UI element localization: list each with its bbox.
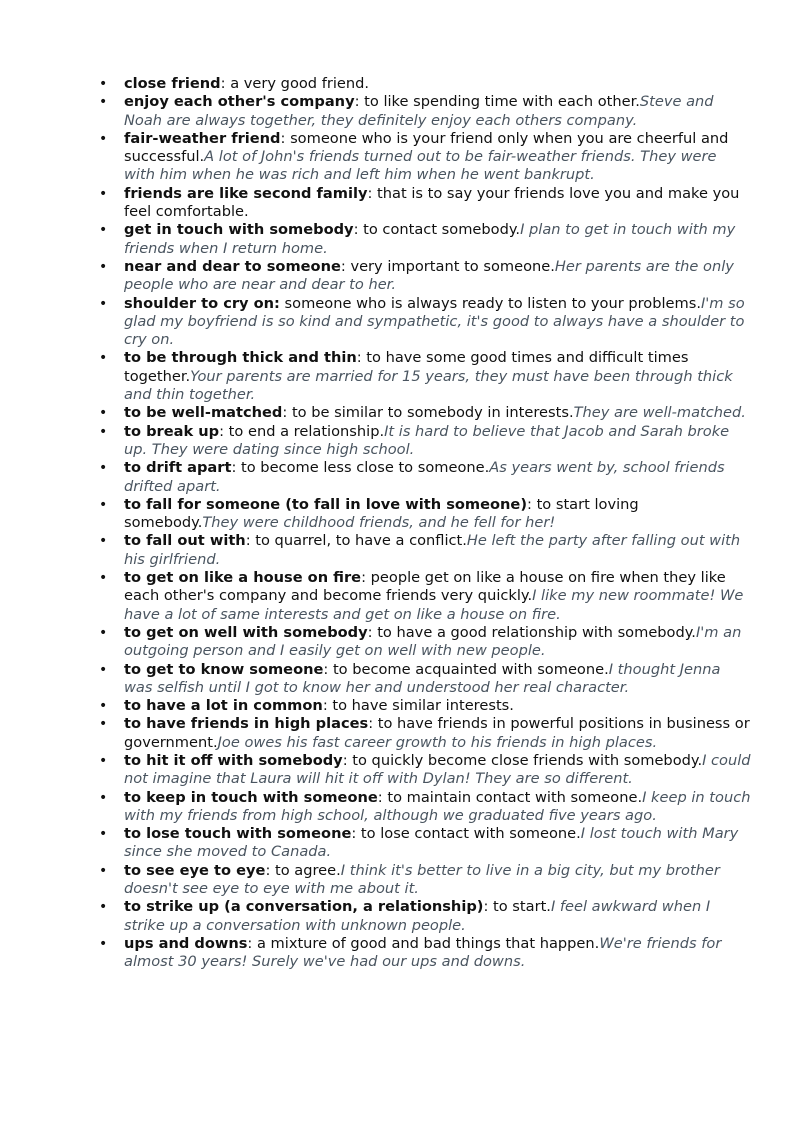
idiom-example: I could not imagine that Laura will hit it off with Dylan! They are so different. — [124, 751, 751, 788]
bullet: • — [99, 698, 108, 715]
idiom-term: to lose touch with someone — [124, 825, 352, 843]
idiom-term: to fall for someone (to fall in love with someone) — [124, 495, 527, 513]
list-item — [99, 495, 752, 533]
idiom-definition: very important to someone. — [350, 257, 555, 275]
idiom-example: It is hard to believe that Jacob and Sarah broke up. They were dating since high school. — [124, 422, 730, 458]
idiom-example: I think it's better to live in a big city, but my brother doesn't see eye to eye with me about it. — [124, 861, 720, 898]
bullet: • — [99, 624, 108, 641]
bullet: • — [99, 405, 108, 422]
bullet: • — [99, 496, 108, 513]
bullet: • — [99, 570, 108, 587]
bullet: • — [99, 350, 108, 367]
idiom-definition: to quarrel, to have a conflict. — [255, 532, 467, 550]
separator: : — [323, 660, 333, 678]
idiom-term: ups and downs — [124, 934, 248, 952]
idiom-definition: to be similar to somebody in interests. — [291, 404, 574, 422]
bullet: • — [99, 423, 108, 440]
idiom-example: Steve and Noah are always together, they definitely enjoy each others company. — [124, 93, 714, 129]
idiom-term: to strike up (a conversation, a relationship) — [124, 898, 484, 916]
separator: : — [280, 129, 291, 147]
separator: : — [483, 898, 494, 916]
separator: : — [247, 934, 257, 952]
bullet: • — [99, 222, 108, 239]
idiom-example: Your parents are married for 15 years, they must have been through thick and thin together. — [124, 367, 733, 404]
idiom-example: I'm so glad my boyfriend is so kind and sympathetic, it's good to always have a shoulder to cry on. — [124, 294, 745, 349]
bullet: • — [99, 460, 108, 477]
idiom-term: get in touch with somebody — [124, 221, 354, 239]
separator: : — [361, 569, 371, 587]
separator: : — [377, 788, 388, 806]
list-item — [99, 861, 752, 899]
idiom-example: I'm an outgoing person and I easily get on well with new people. — [124, 623, 742, 660]
bullet: • — [99, 185, 108, 202]
idiom-example: I plan to get in touch with my friends when I return home. — [124, 221, 736, 257]
idiom-term: to drift apart — [124, 459, 232, 477]
idiom-example: Joe owes his fast career growth to his friends in high places. — [217, 733, 658, 751]
bullet: • — [99, 752, 108, 769]
separator: : — [245, 532, 256, 550]
list-item — [99, 294, 752, 350]
idiom-example: I lost touch with Mary since she moved to Canada. — [124, 825, 739, 861]
list-item — [99, 422, 752, 460]
separator: : — [342, 751, 353, 769]
bullet: • — [99, 935, 108, 952]
list-item — [99, 404, 752, 422]
separator: : — [351, 825, 361, 843]
list-item — [99, 934, 752, 972]
list-item — [99, 715, 752, 752]
bullet: • — [99, 862, 108, 879]
bullet: • — [99, 826, 108, 843]
separator: : — [282, 404, 292, 422]
idiom-definition: to start loving somebody. — [124, 495, 639, 532]
list-item — [99, 184, 752, 222]
idiom-definition: to become less close to someone. — [241, 459, 490, 477]
separator: : — [367, 184, 378, 202]
idiom-definition: to have friends in powerful positions in business or government. — [124, 715, 750, 751]
list-item — [99, 788, 752, 826]
bullet: • — [99, 716, 108, 733]
idiom-term: to fall out with — [124, 532, 246, 550]
idiom-term: shoulder to cry on: — [124, 294, 280, 312]
idiom-definition: to start. — [493, 898, 551, 916]
list-item — [99, 660, 752, 698]
idiom-definition: to lose contact with someone. — [360, 825, 581, 843]
idiom-definition: to like spending time with each other. — [364, 93, 640, 111]
list-item — [99, 825, 752, 862]
separator: : — [527, 495, 537, 513]
bullet: • — [99, 661, 108, 678]
idiom-example: They are well-matched. — [573, 404, 746, 422]
list-item — [99, 257, 752, 295]
idiom-definition: to maintain contact with someone. — [387, 788, 643, 806]
idiom-term: close friend — [124, 75, 221, 92]
idiom-example: I thought Jenna was selfish until I got to know her and understood her real character. — [124, 660, 721, 696]
idiom-example: A lot of John's friends turned out to be fair-weather friends. They were with him when he was rich and left him when he went bankrupt. — [124, 148, 717, 184]
separator: : — [322, 697, 333, 715]
idiom-term: to get on like a house on fire — [124, 569, 362, 587]
idiom-definition: to end a relationship. — [228, 422, 385, 440]
idiom-definition: to quickly become close friends with somebody. — [352, 751, 703, 769]
idiom-example: They were childhood friends, and he fell for her! — [202, 514, 556, 532]
list-item — [99, 93, 752, 130]
bullet: • — [99, 258, 108, 275]
separator: : — [340, 257, 351, 275]
idiom-term: to have friends in high places — [124, 715, 369, 733]
idiom-term: to be through thick and thin — [124, 349, 357, 367]
idiom-definition: to become acquainted with someone. — [332, 660, 609, 678]
bullet: • — [99, 76, 108, 92]
idiom-definition: to have some good times and difficult times together. — [124, 349, 689, 385]
idiom-term: friends are like second family — [124, 184, 368, 202]
list-item — [99, 751, 752, 789]
list-item — [99, 349, 752, 404]
idiom-definition: to have similar interests. — [332, 697, 514, 715]
idiom-example: We're friends for almost 30 years! Surely we've had our ups and downs. — [124, 934, 722, 971]
idiom-term: fair-weather friend — [124, 129, 281, 147]
idiom-example: He left the party after falling out with his girlfriend. — [124, 532, 741, 568]
idiom-definition: someone who is your friend only when you are cheerful and successful. — [124, 129, 729, 166]
idiom-example: I like my new roommate! We have a lot of same interests and get on like a house on fire. — [124, 587, 744, 623]
idiom-definition: to have a good relationship with somebody. — [377, 623, 696, 641]
separator: : — [265, 861, 275, 879]
bullet: • — [99, 295, 108, 312]
idiom-definition: to agree. — [275, 861, 341, 879]
idiom-term: to hit it off with somebody — [124, 751, 343, 769]
idiom-definition: someone who is always ready to listen to your problems. — [284, 294, 701, 312]
idiom-example: Her parents are the only people who are near and dear to her. — [124, 257, 734, 294]
idiom-example: I keep in touch with my friends from high school, although we graduated five years ago. — [124, 788, 751, 824]
idiom-term: to keep in touch with someone — [124, 788, 378, 806]
list-item — [99, 221, 752, 258]
separator: : — [367, 623, 378, 641]
bullet: • — [99, 94, 108, 111]
bullet: • — [99, 130, 108, 147]
list-item — [99, 697, 752, 715]
list-item — [99, 898, 752, 935]
list-item — [99, 532, 752, 569]
separator: : — [231, 459, 242, 477]
idiom-definition: a very good friend. — [230, 75, 370, 92]
idiom-example: As years went by, school friends drifted apart. — [124, 459, 725, 495]
idiom-term: enjoy each other's company — [124, 93, 355, 111]
separator: : — [356, 349, 367, 367]
list-item — [99, 569, 752, 624]
separator: : — [353, 221, 364, 239]
idiom-definition: people get on like a house on fire when they like each other's company and become friends very quickly. — [124, 569, 726, 605]
list-item — [99, 129, 752, 185]
idiom-definition: that is to say your friends love you and make you feel comfortable. — [124, 184, 740, 221]
idiom-term: near and dear to someone — [124, 257, 341, 275]
idiom-definition: a mixture of good and bad things that happen. — [256, 934, 600, 952]
idiom-list — [99, 75, 752, 972]
separator: : — [368, 715, 378, 733]
list-item — [99, 623, 752, 661]
idiom-term: to have a lot in common — [124, 697, 323, 715]
list-item — [99, 75, 752, 93]
idiom-term: to break up — [124, 422, 220, 440]
idiom-term: to see eye to eye — [124, 861, 266, 879]
idiom-term: to be well-matched — [124, 404, 283, 422]
bullet: • — [99, 789, 108, 806]
bullet: • — [99, 533, 108, 550]
idiom-definition: to contact somebody. — [363, 221, 521, 239]
bullet: • — [99, 899, 108, 916]
separator: : — [354, 93, 365, 111]
list-item — [99, 459, 752, 496]
idiom-term: to get on well with somebody — [124, 623, 368, 641]
idiom-example: I feel awkward when I strike up a conversation with unknown people. — [124, 898, 711, 934]
idiom-term: to get to know someone — [124, 660, 324, 678]
separator: : — [219, 422, 229, 440]
separator: : — [220, 75, 231, 92]
